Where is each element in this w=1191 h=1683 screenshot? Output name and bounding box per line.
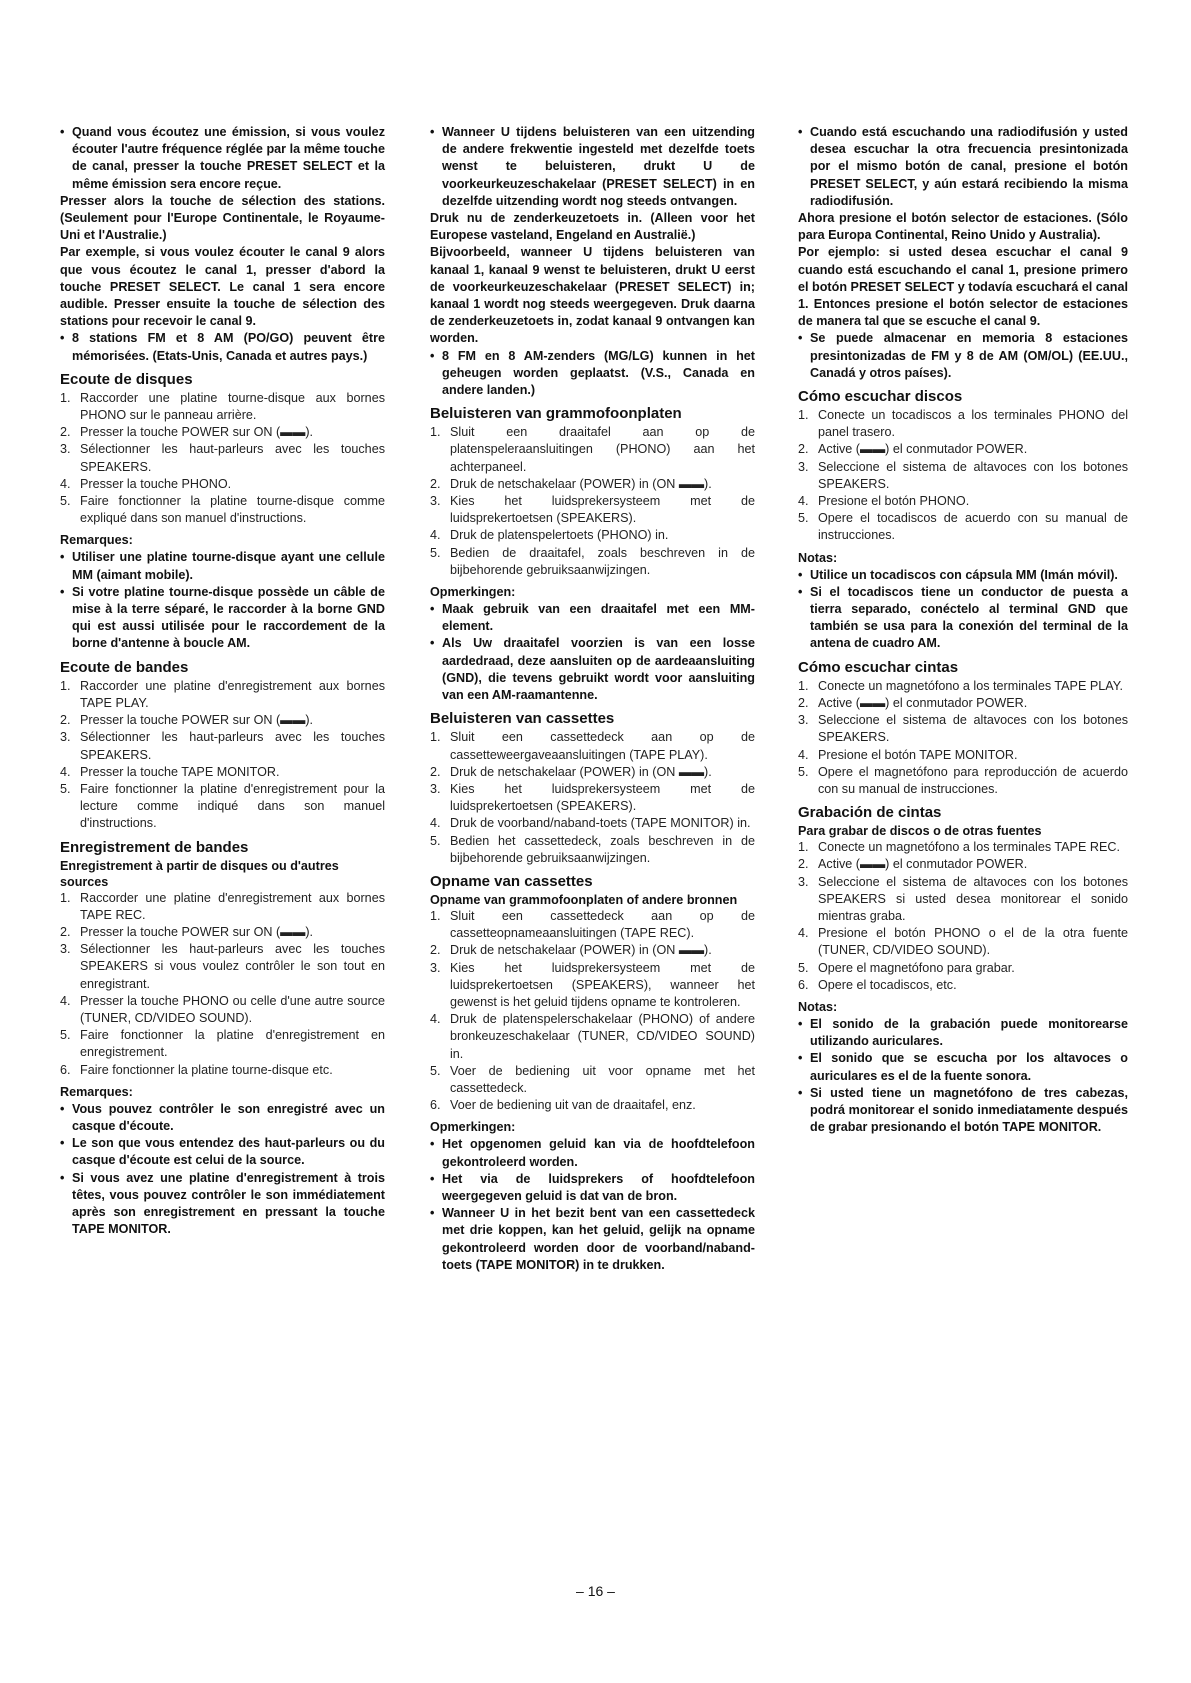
list-item: 4. Presser la touche TAPE MONITOR. <box>60 764 280 779</box>
section-heading: Enregistrement de bandes <box>60 838 249 856</box>
list-item: 1. Sluit een cassettedeck aan op de cassetteopnameaansluitingen (TAPE REC). <box>430 908 755 941</box>
list-item: 3. Sélectionner les haut-parleurs avec les touches SPEAKERS si vous voulez contrôler le son tout en enregistrant. <box>60 942 385 991</box>
list-item: 5. Opere el magnetófono para reproducción de acuerdo con su manual de instrucciones. <box>798 764 1128 796</box>
section-subheading: Enregistrement à partir de disques ou d'autres sources <box>60 858 339 889</box>
list-item: 1. Raccorder une platine d'enregistrement aux bornes TAPE PLAY. <box>60 678 385 710</box>
list-item: 6. Voer de bediening uit van de draaitafel, enz. <box>430 1098 696 1113</box>
intro-bullet: • Cuando está escuchando una radiodifusión y usted desea escuchar la otra frecuencia presintonizada por el mismo botón de canal, presione el botón PRESET SELECT, y aún estará recibiendo la misma radiodifusión. <box>798 124 1128 210</box>
section-heading: Cómo escuchar cintas <box>798 658 959 676</box>
remarks-title: Remarques: <box>60 1084 133 1099</box>
list-item: 3. Seleccione el sistema de altavoces con los botones SPEAKERS si usted desea monitorear el sonido mientras graba. <box>798 874 1128 923</box>
list-item: 4. Presione el botón TAPE MONITOR. <box>798 747 1018 762</box>
remarks-title: Opmerkingen: <box>430 585 516 600</box>
intro-paragraph: Par exemple, si vous voulez écouter le canal 9 alors que vous écoutez le canal 1, presser d'abord la touche PRESET SELECT. Le canal 1 sera encore audible. Presser ensuite la touche de sélection des stations pour recevoir le canal 9. <box>60 245 385 329</box>
list-item: 1. Sluit een draaitafel aan op de platenspeleraansluitingen (PHONO) aan het achterpaneel. <box>430 425 755 474</box>
remark-bullet: • Maak gebruik van een draaitafel met een MM-element. <box>430 601 755 635</box>
remark-bullet: • Utiliser une platine tourne-disque ayant une cellule MM (aimant mobile). <box>60 549 385 583</box>
remarks-title: Notas: <box>798 999 838 1014</box>
list-item: 4. Presser la touche PHONO. <box>60 476 232 491</box>
remark-bullet: • El sonido que se escucha por los altavoces o auriculares es el de la fuente sonora. <box>798 1050 1128 1084</box>
list-item: 3. Kies het luidsprekersysteem met de luidsprekertoetsen (SPEAKERS). <box>430 494 755 526</box>
remarks-title: Notas: <box>798 550 838 565</box>
steps-list <box>798 678 1128 798</box>
list-item: 3. Kies het luidsprekersysteem met de luidsprekertoetsen (SPEAKERS), wanneer het gewenst is het geluid tijdens opname te kontroleren. <box>430 960 755 1009</box>
section-heading: Opname van cassettes <box>430 872 593 890</box>
steps-list <box>798 407 1128 545</box>
list-item: 4. Druk de voorband/naband-toets (TAPE MONITOR) in. <box>430 816 751 831</box>
list-item: 1. Conecte un magnetófono a los terminales TAPE PLAY. <box>798 678 1123 693</box>
section-heading: Ecoute de bandes <box>60 658 189 676</box>
list-item: 2. Presser la touche POWER sur ON (▬▬). <box>60 713 314 728</box>
steps-list <box>798 839 1128 994</box>
list-item: 5. Opere el tocadiscos de acuerdo con su manual de instrucciones. <box>798 511 1128 543</box>
intro-paragraph: Bijvoorbeeld, wanneer U tijdens beluisteren van kanaal 1, kanaal 9 wenst te beluisteren, drukt U eerst de voorkeurkeuzeschakelaar (PRESET SELECT) in; kanaal 1 wordt nog steeds weergegeven. Druk daarna de zenderkeuzetoets in, zodat kanaal 9 ontvangen kan worden. <box>430 245 755 346</box>
list-item: 1. Conecte un magnetófono a los terminales TAPE REC. <box>798 840 1120 855</box>
intro-paragraph: Ahora presione el botón selector de estaciones. (Sólo para Europa Continental, Reino Unido y Australia). <box>798 211 1128 243</box>
list-item: 2. Presser la touche POWER sur ON (▬▬). <box>60 924 314 939</box>
list-item: 6. Opere el tocadiscos, etc. <box>798 977 957 992</box>
intro-paragraph: Druk nu de zenderkeuzetoets in. (Alleen voor het Europese vasteland, Engeland en Australië.) <box>430 211 755 243</box>
list-item: 3. Sélectionner les haut-parleurs avec les touches SPEAKERS. <box>60 442 385 474</box>
remark-bullet: • Het via de luidsprekers of hoofdtelefoon weergegeven geluid is dat van de bron. <box>430 1171 755 1205</box>
list-item: 2. Druk de netschakelaar (POWER) in (ON ▬▬). <box>430 764 712 779</box>
section-heading: Grabación de cintas <box>798 804 942 822</box>
column-french <box>60 124 385 1238</box>
intro-bullet: • 8 FM en 8 AM-zenders (MG/LG) kunnen in het geheugen worden geplaatst. (V.S., Canada en andere landen.) <box>430 348 755 400</box>
steps-list <box>60 678 385 833</box>
column-spanish <box>798 124 1128 1136</box>
list-item: 5. Bedien het cassettedeck, zoals beschreven in de bijbehorende gebruiksaanwijzingen. <box>430 833 755 865</box>
remark-bullet: • Si vous avez une platine d'enregistrement à trois têtes, vous pouvez contrôler le son immédiatement après son enregistrement en pressant la touche TAPE MONITOR. <box>60 1170 385 1239</box>
remarks-title: Opmerkingen: <box>430 1120 516 1135</box>
list-item: 3. Sélectionner les haut-parleurs avec les touches SPEAKERS. <box>60 730 385 762</box>
remark-bullet: • Si votre platine tourne-disque possède un câble de mise à la terre séparé, le raccorder à la borne GND qui est aussi utilisée pour le raccordement de la borne d'antenne à boucle AM. <box>60 584 385 653</box>
list-item: 3. Kies het luidsprekersysteem met de luidsprekertoetsen (SPEAKERS). <box>430 781 755 814</box>
section-heading: Beluisteren van grammofoonplaten <box>430 405 682 423</box>
page-number: – 16 – <box>576 1583 615 1599</box>
list-item: 5. Voer de bediening uit voor opname met het cassettedeck. <box>430 1063 755 1095</box>
list-item: 5. Faire fonctionner la platine tourne-disque comme expliqué dans son manuel d'instructions. <box>60 494 385 526</box>
list-item: 4. Druk de platenspelerschakelaar (PHONO) of andere bronkeuzeschakelaar (TUNER, CD/VIDEO SOUND) in. <box>430 1012 755 1061</box>
remark-bullet: • Si usted tiene un magnetófono de tres cabezas, podrá monitorear el sonido inmediatamente después de grabar presionando el botón TAPE MONITOR. <box>798 1085 1128 1137</box>
column-dutch <box>430 124 755 1274</box>
remark-bullet: • Vous pouvez contrôler le son enregistré avec un casque d'écoute. <box>60 1101 385 1135</box>
list-item: 1. Conecte un tocadiscos a los terminales PHONO del panel trasero. <box>798 408 1128 440</box>
list-item: 5. Bedien de draaitafel, zoals beschreven in de bijbehorende gebruiksaanwijzingen. <box>430 545 755 577</box>
list-item: 1. Raccorder une platine tourne-disque aux bornes PHONO sur le panneau arrière. <box>60 390 385 423</box>
list-item: 4. Druk de platenspelertoets (PHONO) in. <box>430 528 669 543</box>
steps-list <box>430 908 755 1114</box>
list-item: 4. Presione el botón PHONO o el de la otra fuente (TUNER, CD/VIDEO SOUND). <box>798 926 1128 958</box>
steps-list <box>60 390 385 528</box>
list-item: 1. Sluit een cassettedeck aan op de cassetteweergaveaansluitingen (TAPE PLAY). <box>430 730 755 762</box>
remark-bullet: • El sonido de la grabación puede monitorearse utilizando auriculares. <box>798 1016 1128 1050</box>
remark-bullet: • Si el tocadiscos tiene un conductor de puesta a tierra separado, conéctelo al terminal GND que también se usa para la conexión del terminal de la antena de cuadro AM. <box>798 584 1128 653</box>
list-item: 2. Active (▬▬) el conmutador POWER. <box>798 695 1028 710</box>
list-item: 6. Faire fonctionner la platine tourne-disque etc. <box>60 1062 333 1077</box>
intro-bullet: • Se puede almacenar en memoria 8 estaciones presintonizadas de FM y 8 de AM (OM/OL) (EE.UU., Canadá y otros países). <box>798 330 1128 382</box>
remark-bullet: • Le son que vous entendez des haut-parleurs ou du casque d'écoute est celui de la source. <box>60 1135 385 1169</box>
intro-bullet: • Quand vous écoutez une émission, si vous voulez écouter l'autre fréquence réglée par la même touche de canal, presser la touche PRESET SELECT et la même émission sera encore reçue. <box>60 124 385 193</box>
steps-list <box>430 424 755 579</box>
list-item: 5. Faire fonctionner la platine d'enregistrement en enregistrement. <box>60 1028 385 1060</box>
steps-list <box>430 729 755 867</box>
list-item: 2. Presser la touche POWER sur ON (▬▬). <box>60 425 314 440</box>
remark-bullet: • Wanneer U in het bezit bent van een cassettedeck met drie koppen, kan het geluid, gelijk na opname gekontroleerd worden door de voorband/naband-toets (TAPE MONITOR) in te drukken. <box>430 1205 755 1274</box>
list-item: 2. Active (▬▬) el conmutador POWER. <box>798 442 1028 457</box>
list-item: 2. Druk de netschakelaar (POWER) in (ON ▬▬). <box>430 943 712 958</box>
section-subheading: Opname van grammofoonplaten of andere bronnen <box>430 892 738 907</box>
section-heading: Cómo escuchar discos <box>798 388 963 406</box>
list-item: 2. Druk de netschakelaar (POWER) in (ON ▬▬). <box>430 476 712 491</box>
list-item: 5. Opere el magnetófono para grabar. <box>798 960 1015 975</box>
steps-list <box>60 890 385 1079</box>
remarks-title: Remarques: <box>60 533 133 548</box>
intro-bullet: • Wanneer U tijdens beluisteren van een uitzending de andere frekwentie ingesteld met dezelfde toets wenst te beluisteren, drukt U de voorkeurkeuzeschakelaar (PRESET SELECT) in en dezelfde uitzending wordt nog steeds ontvangen. <box>430 124 755 210</box>
section-subheading: Para grabar de discos o de otras fuentes <box>798 824 1042 839</box>
remark-bullet: • Het opgenomen geluid kan via de hoofdtelefoon gekontroleerd worden. <box>430 1136 755 1170</box>
list-item: 5. Faire fonctionner la platine d'enregistrement pour la lecture comme indiqué dans son manuel d'instructions. <box>60 781 385 831</box>
remark-bullet: • Als Uw draaitafel voorzien is van een losse aardedraad, deze aansluiten op de aardeaansluiting (GND), die tevens gebruikt wordt voor aansluiting van een AM-raamantenne. <box>430 635 755 704</box>
list-item: 3. Seleccione el sistema de altavoces con los botones SPEAKERS. <box>798 713 1128 745</box>
list-item: 2. Active (▬▬) el conmutador POWER. <box>798 857 1028 872</box>
remark-bullet: • Utilice un tocadiscos con cápsula MM (Imán móvil). <box>798 567 1128 584</box>
intro-paragraph: Presser alors la touche de sélection des stations. (Seulement pour l'Europe Continentale, le Royaume-Uni et l'Australie.) <box>60 193 385 243</box>
list-item: 4. Presser la touche PHONO ou celle d'une autre source (TUNER, CD/VIDEO SOUND). <box>60 993 385 1025</box>
section-heading: Beluisteren van cassettes <box>430 710 615 728</box>
intro-paragraph: Por ejemplo: si usted desea escuchar el canal 9 cuando está escuchando el canal 1, presione primero el botón PRESET SELECT y todavía escuchará el canal 1. Entonces presione el botón selector de estaciones de manera tal que se escuche el canal 9. <box>798 245 1128 329</box>
list-item: 3. Seleccione el sistema de altavoces con los botones SPEAKERS. <box>798 459 1128 491</box>
list-item: 4. Presione el botón PHONO. <box>798 494 970 509</box>
section-heading: Ecoute de disques <box>60 370 193 388</box>
intro-bullet: • 8 stations FM et 8 AM (PO/GO) peuvent être mémorisées. (Etats-Unis, Canada et autres pays.) <box>60 330 385 364</box>
list-item: 1. Raccorder une platine d'enregistrement aux bornes TAPE REC. <box>60 890 385 922</box>
